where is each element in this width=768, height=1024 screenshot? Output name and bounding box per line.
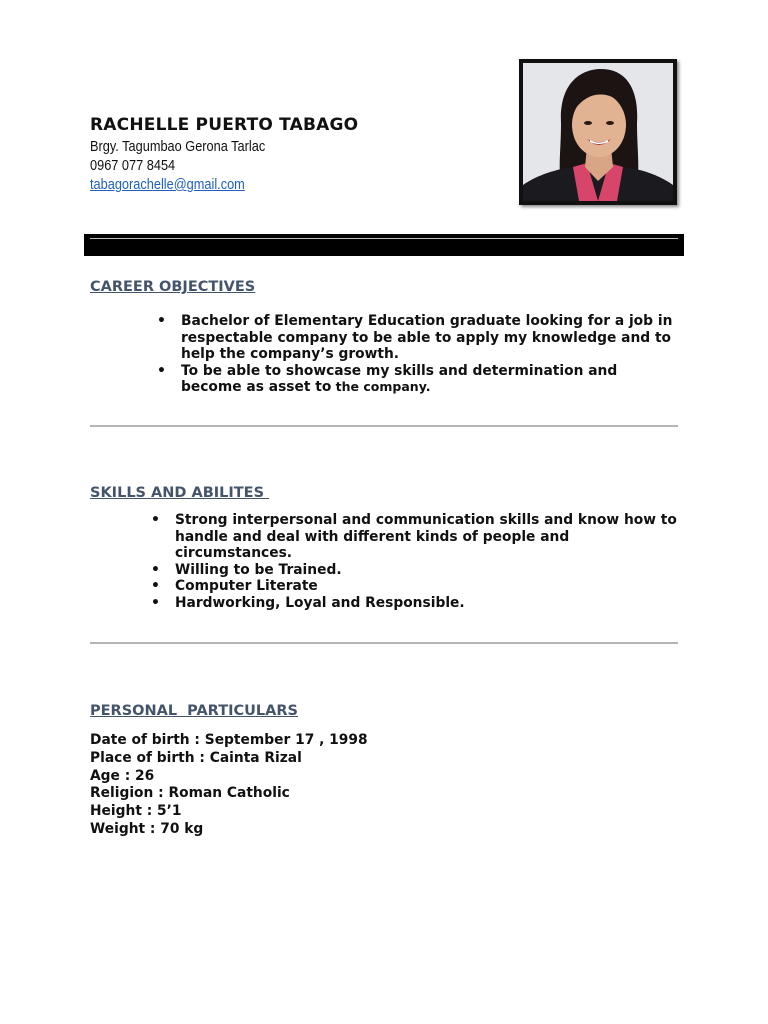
- career-item-text: To be able to showcase my skills and determination and become as asset to: [181, 362, 618, 396]
- personal-particulars-heading: PERSONAL PARTICULARS: [90, 703, 298, 719]
- phone-line: 0967 077 8454: [90, 158, 176, 174]
- list-item: [157, 362, 681, 396]
- career-item-text: Bachelor of Elementary Education graduate looking for a job in respectable company to be able to apply my knowledge and to help the company’s growth.: [181, 313, 673, 363]
- list-item: [151, 512, 685, 562]
- skills-heading: SKILLS AND ABILITES: [90, 485, 270, 501]
- particular-religion: Religion : Roman Catholic: [90, 785, 290, 802]
- profile-photo: [519, 59, 677, 205]
- career-objectives-heading: CAREER OBJECTIVES: [90, 279, 256, 295]
- bullet-icon: •: [151, 578, 160, 595]
- list-item: [157, 313, 681, 363]
- skill-item-text: Strong interpersonal and communication skills and know how to handle and deal with different kinds of people and circumstances.: [175, 512, 677, 562]
- header-divider-bar: [84, 234, 684, 256]
- personal-particulars-list: [90, 732, 368, 839]
- particular-age: Age : 26: [90, 767, 155, 784]
- profile-photo-image: [523, 63, 673, 201]
- particular-weight: Weight : 70 kg: [90, 820, 204, 837]
- list-item: [151, 561, 685, 579]
- skills-list: [151, 512, 685, 612]
- bullet-icon: •: [151, 512, 160, 528]
- list-item: [151, 578, 685, 595]
- header-divider-inner-line: [90, 238, 678, 239]
- bullet-icon: •: [151, 594, 160, 611]
- applicant-name: RACHELLE PUERTO TABAGO: [90, 115, 359, 135]
- career-objectives-list: [157, 313, 681, 396]
- bullet-icon: •: [151, 561, 160, 578]
- address-line: Brgy. Tagumbao Gerona Tarlac: [90, 139, 266, 155]
- section-divider: [90, 425, 678, 427]
- section-divider: [90, 642, 678, 644]
- particular-height: Height : 5’1: [90, 803, 182, 820]
- skill-item-text: Willing to be Trained.: [175, 561, 342, 578]
- bullet-icon: •: [157, 362, 166, 379]
- skill-item-text: Hardworking, Loyal and Responsible.: [175, 594, 465, 611]
- bullet-icon: •: [157, 313, 166, 329]
- email-link[interactable]: tabagorachelle@gmail.com: [90, 177, 245, 193]
- particular-date-of-birth: Date of birth : September 17 , 1998: [90, 732, 368, 748]
- particular-place-of-birth: Place of birth : Cainta Rizal: [90, 749, 302, 766]
- skill-item-text: Computer Literate: [175, 578, 318, 595]
- career-item-tail: the company.: [331, 379, 431, 395]
- list-item: [151, 594, 685, 612]
